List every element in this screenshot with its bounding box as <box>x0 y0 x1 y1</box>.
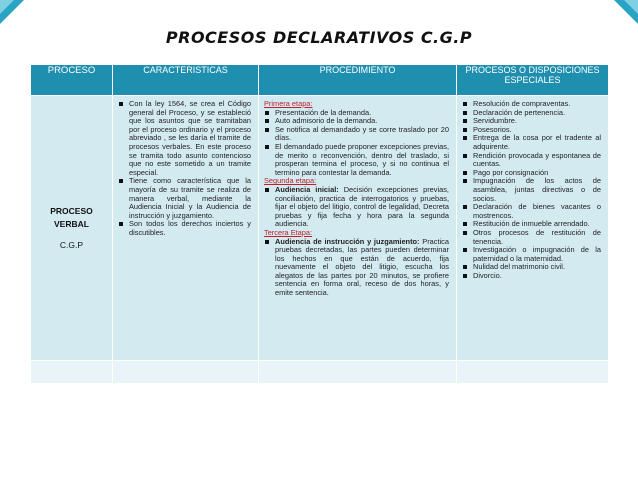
stage-label-primera: Primera etapa: <box>264 99 313 108</box>
list-item: Declaración de bienes vacantes o mostrencos. <box>462 203 601 220</box>
caracteristicas-cell <box>113 96 259 361</box>
bullet-icon <box>463 265 467 269</box>
empty-cell <box>31 361 113 384</box>
bullet-icon <box>265 240 269 244</box>
list-item: Se notifica al demandado y se corre traslado por 20 días. <box>264 126 449 143</box>
list-item: Posesorios. <box>462 126 601 135</box>
list-item: Presentación de la demanda. <box>264 109 449 118</box>
list-item: Pago por consignación <box>462 169 601 178</box>
procesos-table <box>30 64 609 384</box>
proceso-cell <box>31 96 113 361</box>
bullet-icon <box>463 222 467 226</box>
table-row <box>31 96 609 361</box>
bullet-icon <box>463 274 467 278</box>
empty-cell <box>457 361 609 384</box>
proceso-code: C.G.P <box>59 239 84 250</box>
bullet-icon <box>119 222 123 226</box>
table-row-empty <box>31 361 609 384</box>
table-header-row <box>31 65 609 96</box>
bullet-icon <box>463 111 467 115</box>
corner-decoration-left-inner <box>0 0 14 14</box>
list-item: Rendición provocada y espontanea de cuentas. <box>462 152 601 169</box>
proceso-name-line1: PROCESO <box>50 205 93 216</box>
stage-label-tercera: Tercera Etapa: <box>264 227 313 237</box>
list-item: Audiencia inicial: Decisión excepciones previas, conciliación, practica de interrogatorios y pruebas, fijar el objeto del litigio, control de legalidad, Decreta pruebas y fija fecha y hora para la segunda audiencia. <box>264 186 449 229</box>
corner-decoration-right-inner <box>624 0 638 14</box>
bullet-icon <box>265 188 269 192</box>
especiales-list <box>462 100 601 280</box>
bullet-icon <box>463 205 467 209</box>
list-item: Declaración de pertenencia. <box>462 109 601 118</box>
stage-label-segunda: Segunda etapa: <box>264 176 317 186</box>
column-header-caracteristicas: CARACTERISTICAS <box>113 65 259 96</box>
bullet-icon <box>463 128 467 132</box>
list-item: Restitución de inmueble arrendado. <box>462 220 601 229</box>
list-item: Investigación o impugnación de la paternidad o la maternidad. <box>462 246 601 263</box>
list-item: Son todos los derechos inciertos y discutibles. <box>118 220 251 237</box>
bullet-icon <box>265 145 269 149</box>
list-item: Audiencia de instrucción y juzgamiento: Practica pruebas decretadas, las partes pueden determinar los hechos en que están de acuerdo, fija nuevamente el objeto del litigio, escucha los alegatos de las partes por 20 minutos, se profiere sentencia en forma oral, receso de dos horas, y emite sentencia. <box>264 238 449 298</box>
bullet-icon <box>463 231 467 235</box>
page-title: PROCESOS DECLARATIVOS C.G.P <box>165 28 473 47</box>
list-item: Entrega de la cosa por el tradente al adquirente. <box>462 134 601 151</box>
list-item: El demandado puede proponer excepciones previas, de merito o reconvención, dentro del traslado, si prosperan termina el proceso, y si no continua el termino para contestar la demanda. <box>264 143 449 177</box>
column-header-procedimiento: PROCEDIMIENTO <box>259 65 457 96</box>
procedimiento-cell <box>259 96 457 361</box>
list-item: Otros procesos de restitución de tenencia. <box>462 229 601 246</box>
list-item: Auto admisorio de la demanda. <box>264 117 449 126</box>
bullet-icon <box>119 179 123 183</box>
bullet-icon <box>463 119 467 123</box>
list-item: Divorcio. <box>462 272 601 281</box>
bullet-icon <box>463 179 467 183</box>
bullet-icon <box>119 102 123 106</box>
bullet-icon <box>265 119 269 123</box>
bullet-icon <box>463 102 467 106</box>
especiales-cell <box>457 96 609 361</box>
list-item: Nulidad del matrimonio civil. <box>462 263 601 272</box>
empty-cell <box>113 361 259 384</box>
bullet-icon <box>463 136 467 140</box>
proceso-name-line2: VERBAL <box>54 218 89 229</box>
bullet-icon <box>463 248 467 252</box>
list-item: Impugnación de los actos de asamblea, juntas directivas o de socios. <box>462 177 601 203</box>
bullet-icon <box>463 171 467 175</box>
bullet-icon <box>463 154 467 158</box>
bullet-icon <box>265 128 269 132</box>
list-item: Servidumbre. <box>462 117 601 126</box>
column-header-especiales: PROCESOS O DISPOSICIONES ESPECIALES <box>457 65 609 96</box>
bullet-icon <box>265 111 269 115</box>
empty-cell <box>259 361 457 384</box>
list-item: Con la ley 1564, se crea el Código general del Proceso, y se estableció que los asuntos que se tramitaban por el proceso ordinario y el proceso abreviado , se les daría el tramite de procesos verbales. En este proceso se tramita todo asunto contencioso que no este sometido a un tramite especial. <box>118 100 251 177</box>
list-item: Resolución de compraventas. <box>462 100 601 109</box>
column-header-proceso: PROCESO <box>31 65 113 96</box>
list-item: Tiene como característica que la mayoría de su tramite se realiza de manera verbal, mediante la Audiencia Inicial y la Audiencia de instrucción y juzgamiento. <box>118 177 251 220</box>
